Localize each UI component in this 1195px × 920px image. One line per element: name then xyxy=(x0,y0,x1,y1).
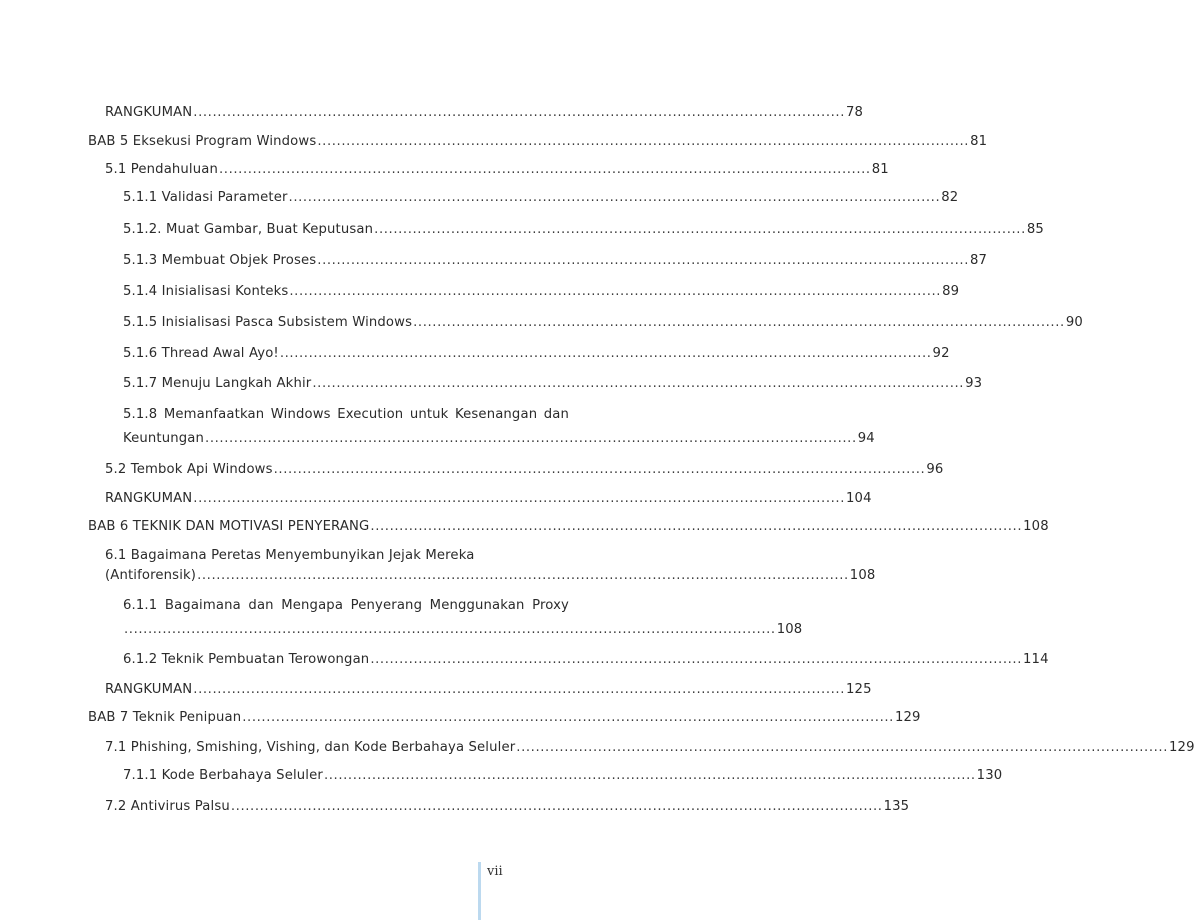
toc-entry-title: RANGKUMAN xyxy=(105,682,193,697)
toc-entry[interactable] xyxy=(105,491,872,507)
dot-leader: ........................................................................................................................................ xyxy=(374,222,1026,237)
toc-entry-title: RANGKUMAN xyxy=(105,491,193,506)
toc-entry[interactable] xyxy=(105,682,872,698)
toc-entry[interactable] xyxy=(105,740,1195,756)
dot-leader: ........................................................................................................................................ xyxy=(516,740,1168,755)
page-number: vii xyxy=(487,864,503,879)
toc-entry-title: 7.1 Phishing, Smishing, Vishing, dan Kode Berbahaya Seluler xyxy=(105,740,516,755)
footer-accent-bar xyxy=(478,862,481,920)
toc-entry-title: 5.1.6 Thread Awal Ayo! xyxy=(123,346,279,361)
toc-entry-page: 104 xyxy=(846,491,872,506)
toc-entry[interactable] xyxy=(123,622,803,638)
toc-entry-title: 5.1 Pendahuluan xyxy=(105,162,218,177)
toc-entry-title: 5.2 Tembok Api Windows xyxy=(105,462,273,477)
toc-entry[interactable] xyxy=(105,799,910,815)
toc-entry-line1[interactable]: 6.1.1 Bagaimana dan Mengapa Penyerang Menggunakan Proxy xyxy=(123,598,569,613)
toc-entry-line1[interactable]: 5.1.8 Memanfaatkan Windows Execution untuk Kesenangan dan xyxy=(123,407,569,422)
toc-entry-page: 82 xyxy=(941,190,959,205)
toc-entry-title: (Antiforensik) xyxy=(105,568,197,583)
dot-leader: ........................................................................................................................................ xyxy=(219,162,871,177)
toc-entry-page: 108 xyxy=(849,568,876,583)
dot-leader: ........................................................................................................................................ xyxy=(279,346,932,361)
dot-leader: ........................................................................................................................................ xyxy=(323,768,976,783)
toc-entry-title: Keuntungan xyxy=(123,431,205,446)
dot-leader: ........................................................................................................................................ xyxy=(193,491,845,506)
toc-entry-title: 5.1.4 Inisialisasi Konteks xyxy=(123,284,289,299)
toc-entry-page: 108 xyxy=(1023,519,1049,534)
dot-leader: ........................................................................................................................................ xyxy=(193,105,845,120)
toc-entry-title: 5.1.3 Membuat Objek Proses xyxy=(123,253,317,268)
toc-entry[interactable] xyxy=(123,253,988,269)
toc-entry-title: RANGKUMAN xyxy=(105,105,193,120)
toc-entry-title: BAB 6 TEKNIK DAN MOTIVASI PENYERANG xyxy=(88,519,370,534)
toc-entry-line1[interactable]: 6.1 Bagaimana Peretas Menyembunyikan Jejak Mereka xyxy=(105,548,475,563)
toc-entry-title: 5.1.2. Muat Gambar, Buat Keputusan xyxy=(123,222,374,237)
dot-leader: ........................................................................................................................................ xyxy=(288,190,941,205)
toc-entry[interactable] xyxy=(88,519,1049,535)
toc-entry[interactable] xyxy=(123,768,1003,784)
toc-entry-page: 108 xyxy=(776,622,803,637)
dot-leader: ........................................................................................................................................ xyxy=(312,376,965,391)
toc-entry-page: 81 xyxy=(970,134,988,149)
toc-entry[interactable] xyxy=(123,652,1049,668)
toc-entry-page: 114 xyxy=(1023,652,1049,667)
dot-leader: ........................................................................................................................................ xyxy=(124,622,776,637)
toc-entry-page: 130 xyxy=(976,768,1003,783)
toc-entry-title: 7.2 Antivirus Palsu xyxy=(105,799,230,814)
toc-entry[interactable] xyxy=(88,710,921,726)
toc-entry-page: 125 xyxy=(846,682,872,697)
toc-entry-title: 6.1.2 Teknik Pembuatan Terowongan xyxy=(123,652,370,667)
toc-entry-title: 5.1.5 Inisialisasi Pasca Subsistem Windows xyxy=(123,315,413,330)
dot-leader: ........................................................................................................................................ xyxy=(413,315,1065,330)
toc-entry[interactable] xyxy=(123,222,1044,238)
toc-entry-page: 93 xyxy=(965,376,983,391)
toc-entry-page: 94 xyxy=(857,431,875,446)
toc-entry-page: 89 xyxy=(942,284,960,299)
toc-entry-page: 85 xyxy=(1026,222,1044,237)
dot-leader: ........................................................................................................................................ xyxy=(317,134,970,149)
dot-leader: ........................................................................................................................................ xyxy=(370,519,1023,534)
toc-entry-page: 81 xyxy=(871,162,889,177)
dot-leader: ........................................................................................................................................ xyxy=(273,462,926,477)
toc-entry-page: 87 xyxy=(970,253,988,268)
toc-entry-title: 5.1.1 Validasi Parameter xyxy=(123,190,288,205)
toc-entry-page: 96 xyxy=(926,462,944,477)
dot-leader: ........................................................................................................................................ xyxy=(205,431,857,446)
toc-entry-page: 90 xyxy=(1065,315,1083,330)
toc-entry[interactable] xyxy=(105,462,944,478)
toc-entry[interactable] xyxy=(105,162,889,178)
dot-leader: ........................................................................................................................................ xyxy=(242,710,894,725)
toc-entry-title: BAB 5 Eksekusi Program Windows xyxy=(88,134,317,149)
dot-leader: ........................................................................................................................................ xyxy=(193,682,845,697)
dot-leader: ........................................................................................................................................ xyxy=(197,568,849,583)
dot-leader: ........................................................................................................................................ xyxy=(230,799,883,814)
toc-entry-page: 129 xyxy=(1168,740,1195,755)
toc-entry[interactable] xyxy=(123,315,1083,331)
toc-entry[interactable] xyxy=(123,431,875,447)
toc-entry-page: 92 xyxy=(932,346,950,361)
toc-entry-title: 7.1.1 Kode Berbahaya Seluler xyxy=(123,768,323,783)
dot-leader: ........................................................................................................................................ xyxy=(289,284,942,299)
dot-leader: ........................................................................................................................................ xyxy=(370,652,1023,667)
toc-entry-page: 135 xyxy=(883,799,910,814)
toc-entry[interactable] xyxy=(88,134,988,150)
toc-entry[interactable] xyxy=(105,568,876,584)
toc-entry[interactable] xyxy=(123,346,950,362)
toc-entry[interactable] xyxy=(105,105,864,121)
toc-entry-page: 78 xyxy=(846,105,864,120)
toc-entry[interactable] xyxy=(123,190,959,206)
toc-entry-page: 129 xyxy=(894,710,921,725)
toc-entry[interactable] xyxy=(123,284,960,300)
dot-leader: ........................................................................................................................................ xyxy=(317,253,969,268)
toc-entry-title: 5.1.7 Menuju Langkah Akhir xyxy=(123,376,312,391)
toc-entry[interactable] xyxy=(123,376,983,392)
toc-entry-title: BAB 7 Teknik Penipuan xyxy=(88,710,242,725)
